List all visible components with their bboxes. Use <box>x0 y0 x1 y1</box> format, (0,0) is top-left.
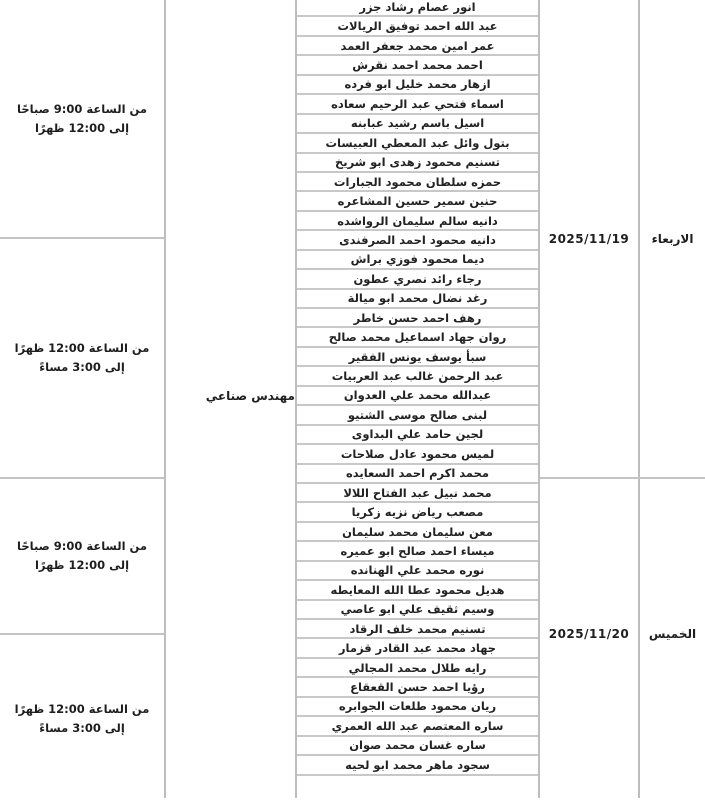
time-slot-day2-noon <box>0 635 164 803</box>
major-cell <box>166 0 295 794</box>
list-item: مصعب رياض نزيه زكريا <box>297 503 538 522</box>
list-item: نوره محمد علي الهنانده <box>297 562 538 581</box>
list-item: دانيه محمود احمد الصرفندى <box>297 231 538 250</box>
list-item: سبأ يوسف يونس الفقير <box>297 348 538 367</box>
list-item: دانيه سالم سليمان الرواشده <box>297 212 538 231</box>
list-item: جهاد محمد عبد القادر قزمار <box>297 639 538 658</box>
exam-date: 2025/11/20 <box>548 627 630 641</box>
day-name: الخميس <box>648 627 697 641</box>
time-to: إلى 12:00 ظهرًا <box>34 558 130 572</box>
list-item: ريان محمود طلعات الجوابره <box>297 698 538 717</box>
student-names-list <box>297 0 538 776</box>
list-item: انور عصام رشاد جزر <box>297 0 538 17</box>
list-item: ساره غسان محمد صوان <box>297 737 538 756</box>
list-item: بتول وائل عبد المعطي العبيسات <box>297 134 538 153</box>
list-item: روان جهاد اسماعيل محمد صالح <box>297 328 538 347</box>
list-item: معن سليمان محمد سليمان <box>297 523 538 542</box>
exam-date: 2025/11/19 <box>548 231 630 246</box>
list-item: وسيم ثقيف علي ابو عاصي <box>297 601 538 620</box>
list-item: حنين سمير حسين المشاعره <box>297 192 538 211</box>
list-item: عبد الرحمن غالب عبد العربيات <box>297 367 538 386</box>
day-cell-day1 <box>640 0 705 477</box>
list-item: ازهار محمد خليل ابو فرده <box>297 76 538 95</box>
list-item: رغد نضال محمد ابو ميالة <box>297 290 538 309</box>
list-item: اسماء فتحي عبد الرحيم سعاده <box>297 95 538 114</box>
list-item: هديل محمود عطا الله المعايطه <box>297 581 538 600</box>
list-item: عبدالله محمد علي العدوان <box>297 387 538 406</box>
major-label: مهندس صناعي <box>205 389 295 403</box>
time-from: من الساعة 9:00 صباحًا <box>17 539 147 553</box>
day-cell-day2 <box>640 479 705 789</box>
list-item: رؤيا احمد حسن القعقاع <box>297 678 538 697</box>
list-item: رايه طلال محمد المجالي <box>297 659 538 678</box>
time-to: إلى 3:00 مساءً <box>39 721 125 735</box>
time-to: إلى 12:00 ظهرًا <box>34 120 130 135</box>
list-item: ساره المعتصم عبد الله العمري <box>297 717 538 736</box>
list-item: تسنيم محمود زهدى ابو شريخ <box>297 154 538 173</box>
list-item: رهف احمد حسن خاطر <box>297 309 538 328</box>
time-from: من الساعة 12:00 ظهرًا <box>14 702 150 716</box>
list-item: سجود ماهر محمد ابو لحيه <box>297 756 538 775</box>
date-cell-day1 <box>540 0 638 477</box>
list-item: عبد الله احمد توفيق الريالات <box>297 17 538 36</box>
time-from: من الساعة 9:00 صباحًا <box>17 101 147 116</box>
time-slot-day1-noon <box>0 239 164 477</box>
time-slot-day2-morning <box>0 479 164 633</box>
time-slot-day1-morning <box>0 0 164 237</box>
list-item: ميساء احمد صالح ابو عميره <box>297 542 538 561</box>
list-item: ديما محمود فوزي براش <box>297 251 538 270</box>
list-item: لبنى صالح موسى الشتيو <box>297 406 538 425</box>
date-cell-day2 <box>540 479 638 789</box>
list-item: عمر امين محمد جعفر العمد <box>297 37 538 56</box>
list-item: رجاء رائد نصري عطون <box>297 270 538 289</box>
list-item: تسنيم محمد خلف الرقاد <box>297 620 538 639</box>
list-item: محمد اكرم احمد السعايده <box>297 465 538 484</box>
time-to: إلى 3:00 مساءً <box>39 360 125 374</box>
list-item: لجين حامد علي البداوى <box>297 426 538 445</box>
list-item: احمد محمد احمد نقرش <box>297 56 538 75</box>
list-item: لميس محمود عادل صلاحات <box>297 445 538 464</box>
list-item: محمد نبيل عبد الفتاح اللالا <box>297 484 538 503</box>
list-item: حمزه سلطان محمود الجبارات <box>297 173 538 192</box>
day-name: الاربعاء <box>651 231 694 246</box>
time-from: من الساعة 12:00 ظهرًا <box>14 341 150 355</box>
list-item: اسيل باسم رشيد عبابنه <box>297 115 538 134</box>
